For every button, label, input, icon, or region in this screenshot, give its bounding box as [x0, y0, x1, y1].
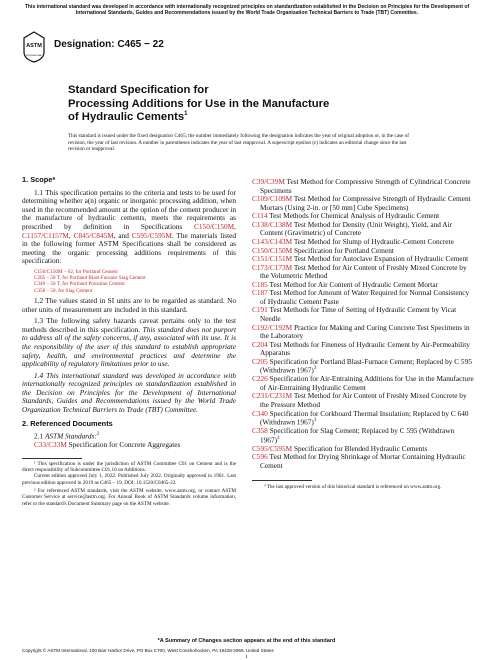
- tbt-notice: This international standard was developed in accordance with internationally recognized principles on standardization established in the Decision on Principles for the Development of International Standards, Guides and Recommendations issued by the World Trade Organization Technical Barriers to Trade (TBT) Committee.: [24, 4, 470, 17]
- reference-item: C185 Test Method for Air Content of Hydraulic Cement Mortar: [252, 279, 439, 289]
- reference-item: C187 Test Method for Amount of Water Required for Normal Consistency of Hydraulic Cement Paste: [252, 288, 470, 306]
- reference-item: C151/C151M Test Method for Autoclave Expansion of Hydraulic Cement: [252, 254, 469, 264]
- reference-item: C114 Test Methods for Chemical Analysis of Hydraulic Cement: [252, 211, 440, 221]
- reference-link[interactable]: C231/C231M: [252, 391, 293, 401]
- reference-link[interactable]: C185: [252, 279, 268, 289]
- astm-standards-label: 2.1 ASTM Standards:$^2$: [34, 431, 100, 441]
- list-item[interactable]: C340 – 58 T, for Portland Pozzolan Cement: [34, 281, 125, 288]
- spec-link[interactable]: C845/C845M: [73, 230, 114, 240]
- summary-of-changes-note: *A Summary of Changes section appears at the end of this standard: [157, 638, 336, 644]
- footnote-divider: [22, 458, 82, 459]
- reference-link[interactable]: C191: [252, 305, 268, 315]
- footnote: ² For referenced ASTM standards, visit the ASTM website, www.astm.org, or contact ASTM Customer Service at service@astm.org. For Annual Book of ASTM Standards volume information, refer to the standard's Document Summary page on the ASTM website.: [22, 488, 236, 507]
- reference-link[interactable]: C205: [252, 356, 268, 366]
- paragraph-1-1: 1.1 This specification pertains to the criteria and tests to be used for determining whether a(n) organic or inorganic processing addition, when used in the recommended amount at the option of the cement producer in the manufacture of hydraulic cements, meets the requirements as prescribed by definition in Specifications C150/C150M, C1157/C1157M, C845/C845M, and C595/C595M. The materials listed in the following former ASTM Specifications shall be considered as meeting the organic processing additions requirements of this specification:: [22, 187, 237, 266]
- reference-link[interactable]: C596: [252, 452, 268, 462]
- reference-link[interactable]: C138/C138M: [252, 219, 293, 229]
- astm-logo: [22, 31, 46, 63]
- scope-heading: 1. Scope*: [22, 175, 56, 184]
- paragraph-1-2: 1.2 The values stated in SI units are to be regarded as standard. No other units of measurement are included in this standard.: [22, 296, 236, 314]
- list-item[interactable]: C358 – 58, for Slag Cement: [34, 287, 93, 294]
- reference-link[interactable]: C150/C150M: [252, 245, 293, 255]
- left-column: [22, 176, 236, 507]
- copyright: Copyright © ASTM International, 100 Barr Harbor Drive, PO Box C700, West Conshohocken, PA 19428-2959. United States: [22, 648, 274, 653]
- list-item[interactable]: C205 – 58 T, for Portland Blast-Furnace Slag Cement: [34, 275, 146, 282]
- reference-link[interactable]: C143/C143M: [252, 236, 293, 246]
- reference-link[interactable]: C33/C33M: [34, 440, 67, 450]
- list-item[interactable]: C150/C150M – 62, for Portland Cement: [34, 268, 118, 275]
- page-number: 1: [245, 654, 248, 660]
- reference-link[interactable]: C204: [252, 339, 268, 349]
- reference-item: C358 Specification for Slag Cement; Replaced by C 595 (Withdrawn 1967)$^3$: [252, 426, 455, 445]
- footnote-divider: [252, 480, 312, 481]
- reference-link[interactable]: C192/C192M: [252, 322, 293, 332]
- title-line: Standard Specification for: [68, 84, 209, 96]
- footnote: ³ The last approved version of this historical standard is referenced on www.astm.org.: [264, 484, 442, 491]
- reference-link[interactable]: C109/C109M: [252, 194, 293, 204]
- reference-link[interactable]: C173/C173M: [252, 262, 293, 272]
- reference-item: C205 Specification for Portland Blast-Furnace Cement; Replaced by C 595 (Withdrawn 1967)$^3$: [252, 356, 472, 375]
- title-footnote-marker: 1: [184, 111, 188, 118]
- reference-link[interactable]: C340: [252, 408, 268, 418]
- reference-link[interactable]: C187: [252, 288, 268, 298]
- footnotes: [22, 461, 236, 507]
- reference-item: C173/C173M Test Method for Air Content of Freshly Mixed Concrete by the Volumetric Method: [252, 262, 467, 281]
- reference-item: C150/C150M Specification for Portland Cement: [252, 245, 394, 255]
- reference-link[interactable]: C114: [252, 211, 268, 221]
- footnote: Current edition approved July 1, 2022. Published July 2022. Originally approved in 1961. Last previous edition approved in 2019 as C465 – 19. DOI: 10.1520/C0465-22.: [22, 473, 236, 486]
- fixed-designation-note: This standard is issued under the fixed designation C465; the number immediately following the designation indicates the year of original adoption or, in the case of revision, the year of last revision. A number in parentheses indicates the year of last reapproval. A superscript epsilon (ε) indicates an editorial change since the last revision or reapproval.: [68, 133, 409, 153]
- svg-text:INTERNATIONAL: INTERNATIONAL: [26, 55, 42, 57]
- footnote: ¹ This specification is under the jurisdiction of ASTM Committee C01 on Cement and is the direct responsibility of Subcommittee C01.10 on Additions.: [22, 460, 236, 474]
- reference-item: C340 Specification for Corkboard Thermal Insulation; Replaced by C 640 (Withdrawn 1967)$^3$: [252, 408, 469, 427]
- reference-item: C595/C595M Specification for Blended Hydraulic Cements: [252, 443, 428, 453]
- reference-item: C226 Specification for Air-Entraining Additions for Use in the Manufacture of Air-Entraining Hydraulic Cement: [252, 374, 474, 392]
- reference-item: C596 Test Method for Drying Shrinkage of Mortar Containing Hydraulic Cement: [252, 452, 466, 470]
- reference-list: [252, 178, 474, 470]
- right-column: [252, 178, 474, 491]
- reference-item: C204 Test Methods for Fineness of Hydraulic Cement by Air-Permeability Apparatus: [252, 339, 470, 358]
- designation: Designation: C465 − 22: [54, 39, 164, 50]
- reference-link[interactable]: C358: [252, 426, 268, 436]
- reference-item: C39/C39M Test Method for Compressive Strength of Cylindrical Concrete Specimens: [252, 177, 471, 195]
- reference-link[interactable]: C151/C151M: [252, 254, 293, 264]
- paragraph-1-4: 1.4 This international standard was developed in accordance with internationally recognized principles on standardization established in the Decision on Principles for the Development of International Standards, Guides and Recommendations issued by the World Trade Organization Technical Barriers to Trade (TBT) Committee.: [22, 370, 236, 414]
- spec-link[interactable]: C595/C595M: [131, 230, 172, 240]
- spec-link[interactable]: C1157/C1157M: [22, 230, 69, 240]
- svg-text:ASTM: ASTM: [26, 43, 42, 49]
- reference-item: C231/C231M Test Method for Air Content of Freshly Mixed Concrete by the Pressure Method: [252, 391, 467, 410]
- reference-item: C191 Test Methods for Time of Setting of Hydraulic Cement by Vicat Needle: [252, 305, 457, 323]
- reference-item: C109/C109M Test Method for Compressive Strength of Hydraulic Cement Mortars (Using 2-in. or [50 mm] Cube Specimens): [252, 194, 471, 212]
- reference-item: C138/C138M Test Method for Density (Unit Weight), Yield, and Air Content (Gravimetric) of Concrete: [252, 219, 453, 238]
- reference-link[interactable]: C226: [252, 374, 268, 384]
- page-title: [68, 84, 408, 125]
- reference-link[interactable]: C39/C39M: [252, 177, 285, 186]
- reference-item: C192/C192M Practice for Making and Curing Concrete Test Specimens in the Laboratory: [252, 322, 470, 341]
- references-heading: 2. Referenced Documents: [22, 419, 113, 429]
- title-line: of Hydraulic Cements$^1$: [68, 111, 188, 124]
- reference-link[interactable]: C595/C595M: [252, 443, 293, 453]
- reference-item: C143/C143M Test Method for Slump of Hydraulic-Cement Concrete: [252, 236, 454, 246]
- reference-item: C33/C33M Specification for Concrete Aggregates: [34, 440, 181, 450]
- former-spec-list: [34, 269, 236, 294]
- paragraph-1-3: 1.3 The following safety hazards caveat pertains only to the test methods described in this specification. This standard does not purport to address all of the safety concerns, if any, associated with its use. It is the responsibility of the user of this standard to establish appropriate safety, health, and environmental practices and determine the applicability of regulatory limitations prior to use.: [22, 316, 236, 369]
- spec-link[interactable]: C150/C150M: [194, 221, 235, 231]
- title-line: Processing Additions for Use in the Manufacture: [68, 97, 330, 110]
